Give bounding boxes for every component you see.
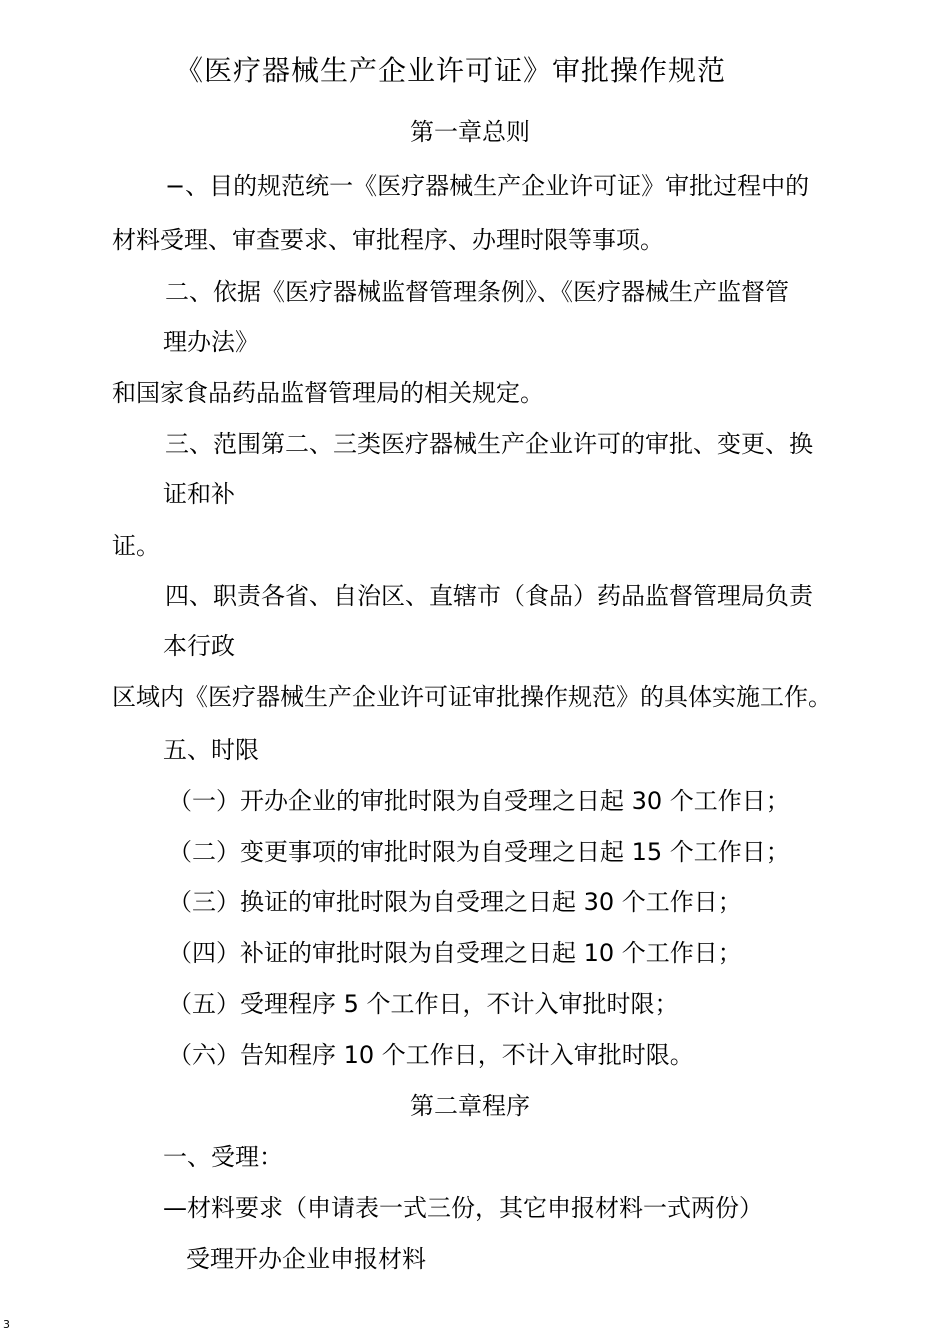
- paragraph-line: 证和补: [163, 480, 235, 508]
- paragraph-line: 证。: [112, 532, 160, 560]
- paragraph-line: 材料受理、审查要求、审批程序、办理时限等事项。: [112, 226, 664, 254]
- paragraph-line: 三、范围第二、三类医疗器械生产企业许可的审批、变更、换: [165, 430, 813, 458]
- section-heading: 一、受理：: [163, 1143, 283, 1171]
- paragraph-line: 本行政: [163, 632, 235, 660]
- paragraph-line: —材料要求（申请表一式三份，其它申报材料一式两份）: [163, 1194, 763, 1222]
- paragraph-line: 和国家食品药品监督管理局的相关规定。: [112, 379, 544, 407]
- section-heading: 五、时限: [163, 736, 259, 764]
- list-item: （五）受理程序 5 个工作日，不计入审批时限；: [168, 990, 679, 1018]
- list-item: （六）告知程序 10 个工作日，不计入审批时限。: [168, 1041, 694, 1069]
- chapter-heading: 第一章总则: [410, 118, 530, 146]
- document-title: 《医疗器械生产企业许可证》审批操作规范: [175, 54, 727, 87]
- paragraph-line: 四、职责各省、自治区、直辖市（食品）药品监督管理局负责: [165, 582, 813, 610]
- paragraph-line: 理办法》: [163, 328, 259, 356]
- page-number: 3: [3, 1318, 10, 1331]
- paragraph-line: 二、依据《医疗器械监督管理条例》、《医疗器械生产监督管: [165, 278, 789, 306]
- list-item: （二）变更事项的审批时限为自受理之日起 15 个工作日；: [168, 838, 790, 866]
- paragraph-line: −、目的规范统一《医疗器械生产企业许可证》审批过程中的: [165, 172, 810, 200]
- paragraph-line: 区域内《医疗器械生产企业许可证审批操作规范》的具体实施工作。: [112, 683, 832, 711]
- list-item: （一）开办企业的审批时限为自受理之日起 30 个工作日；: [168, 787, 790, 815]
- chapter-heading: 第二章程序: [410, 1092, 530, 1120]
- paragraph-line: 受理开办企业申报材料: [186, 1245, 426, 1273]
- list-item: （四）补证的审批时限为自受理之日起 10 个工作日；: [168, 939, 742, 967]
- list-item: （三）换证的审批时限为自受理之日起 30 个工作日；: [168, 888, 742, 916]
